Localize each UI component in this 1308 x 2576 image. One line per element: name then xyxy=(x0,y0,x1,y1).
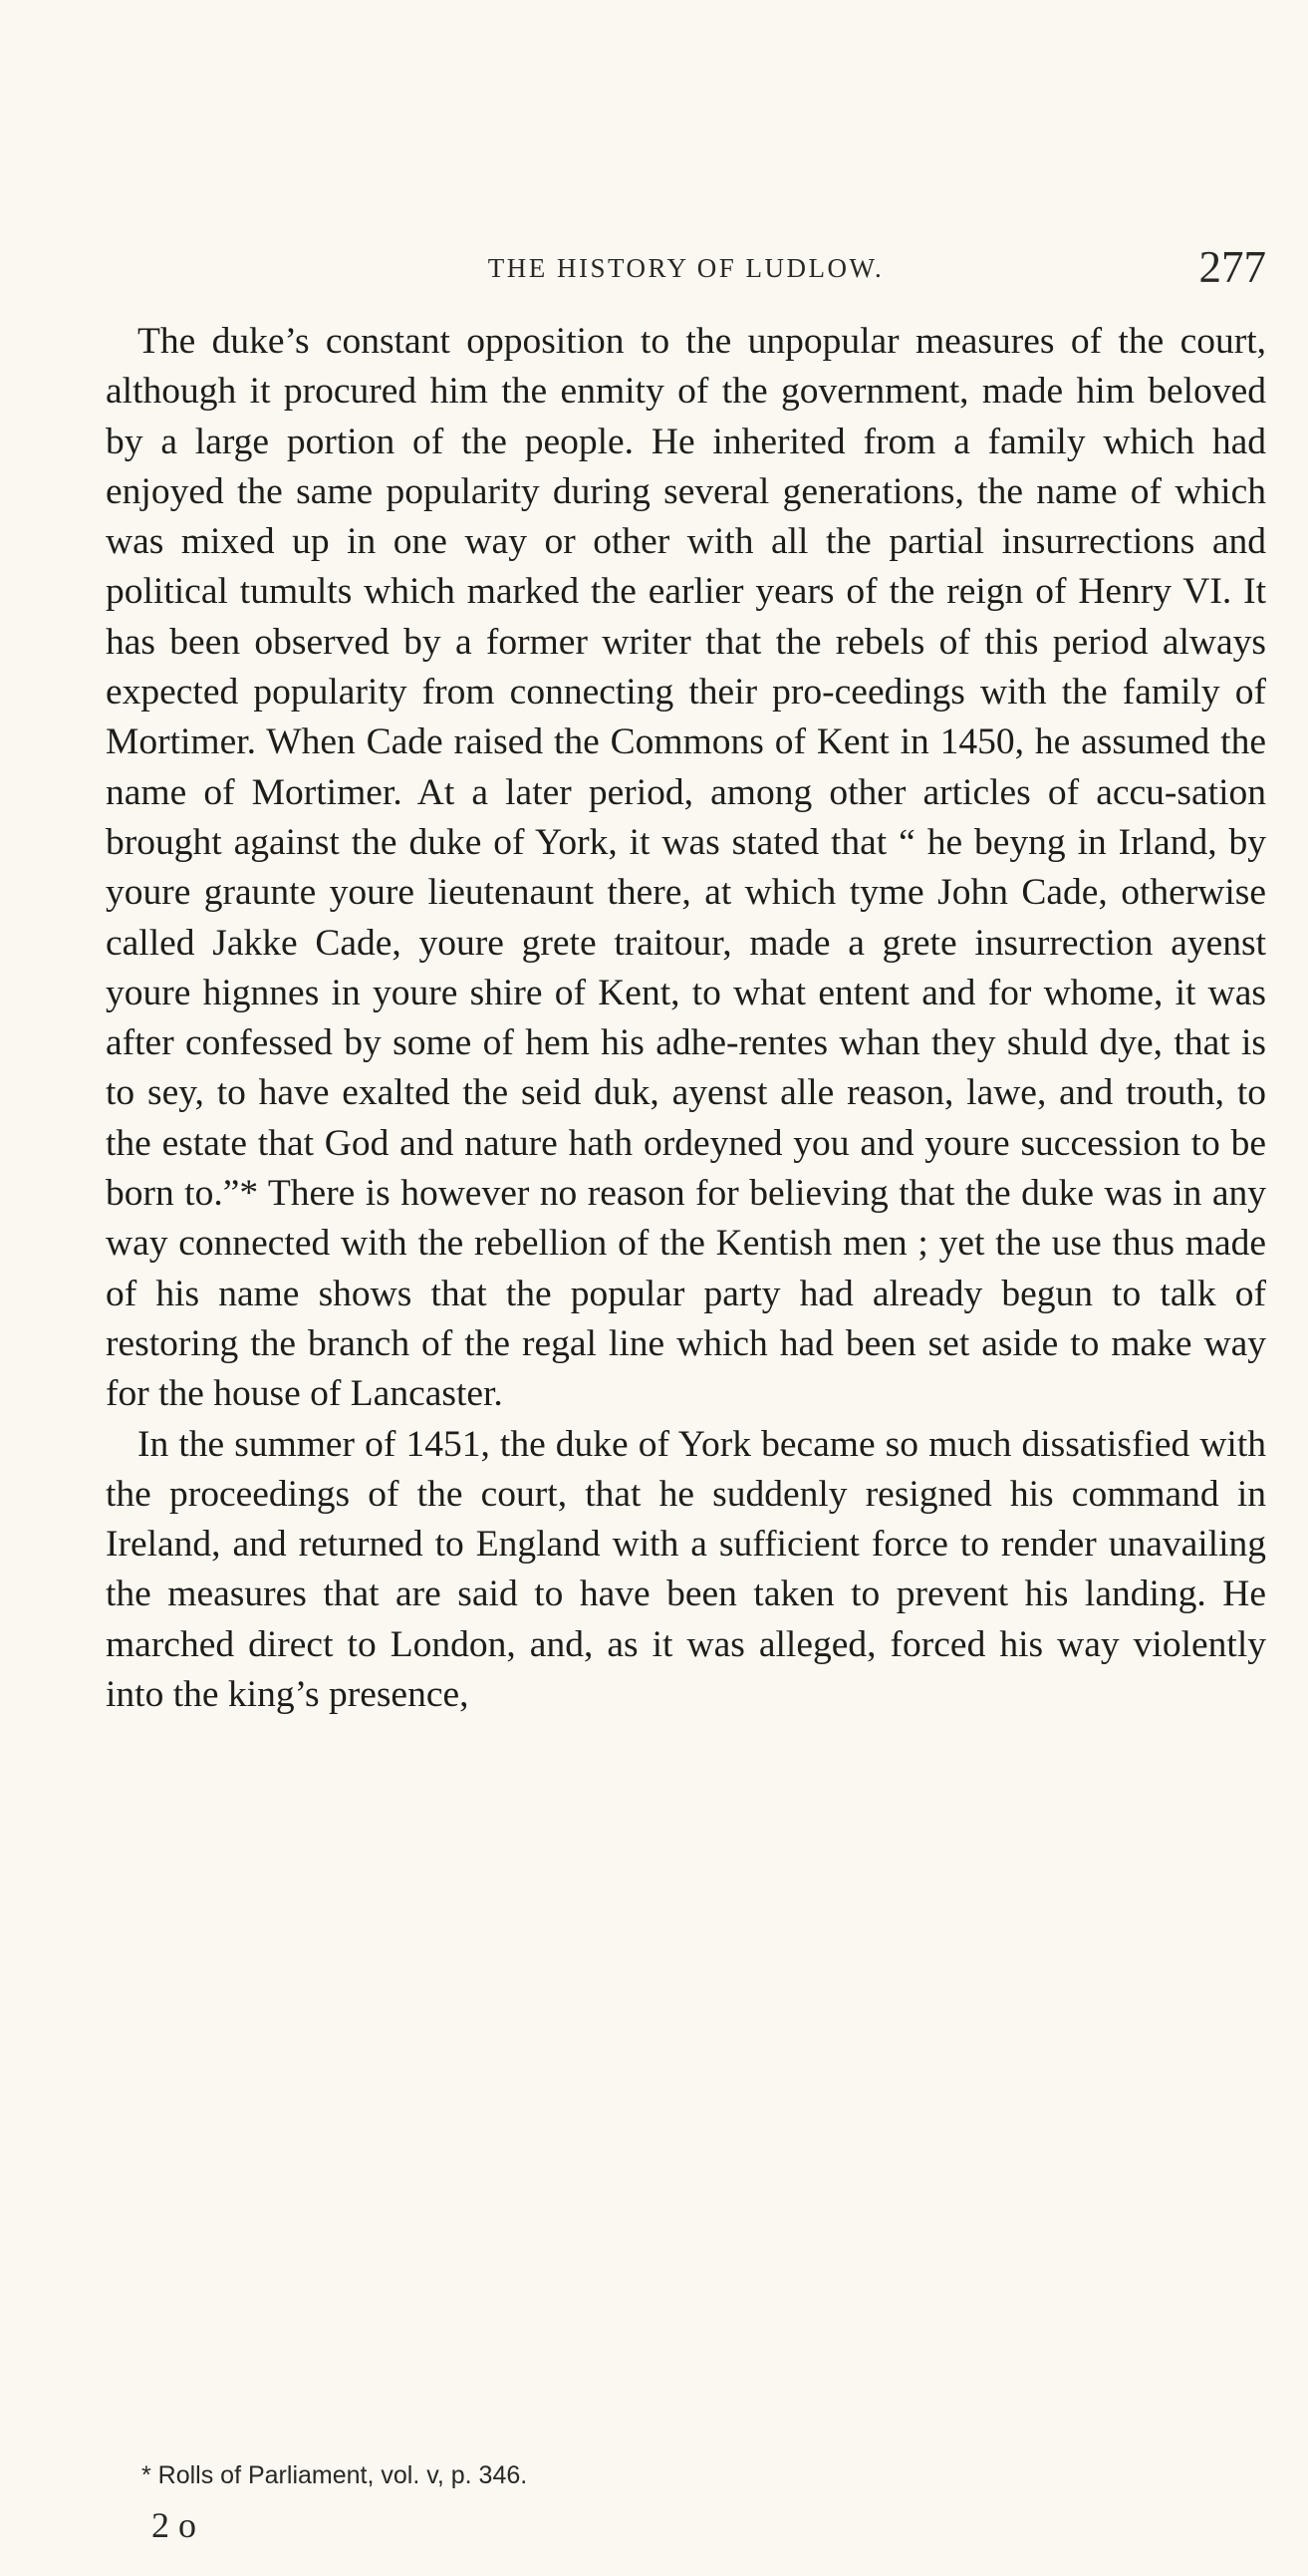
running-title: THE HISTORY OF LUDLOW. xyxy=(487,253,885,283)
page-number: 277 xyxy=(1198,242,1266,292)
running-head xyxy=(106,241,1266,291)
footnote: * Rolls of Parliament, vol. v, p. 346. xyxy=(141,2461,528,2489)
paragraph: The duke’s constant opposition to the unpopular measures of the court, although it procured him the enmity of the government, made him beloved by a large portion of the people. He inherited from a family which had enjoyed the same popularity during several generations, the name of which was mixed up in one way or other with all the partial insurrections and political tumults which marked the earlier years of the reign of Henry VI. It has been observed by a former writer that the rebels of this period always expected popularity from connecting their pro-ceedings with the family of Mortimer. When Cade raised the Commons of Kent in 1450, he assumed the name of Mortimer. At a later period, among other articles of accu-sation brought against the duke of York, it was stated that “ he beyng in Irland, by youre graunte youre lieutenaunt there, at which tyme John Cade, otherwise called Jakke Cade, youre grete traitour, made a grete insurrection ayenst youre hignnes in youre shire of Kent, to what entent and for whome, it was after confessed by some of hem his adhe-rentes whan they shuld dye, that is to sey, to have exalted the seid duk, ayenst alle reason, lawe, and trouth, to the estate that God and nature hath ordeyned you and youre succession to be born to.”* There is however no reason for believing that the duke was in any way connected with the rebellion of the Kentish men ; yet the use thus made of his name shows that the popular party had already begun to talk of restoring the branch of the regal line which had been set aside to make way for the house of Lancaster. xyxy=(106,321,1266,1415)
body-text xyxy=(106,317,1266,1720)
paragraph: In the summer of 1451, the duke of York became so much dissatisfied with the proceedings of the court, that he suddenly resigned his command in Ireland, and returned to England with a sufficient force to render unavailing the measures that are said to have been taken to prevent his landing. He marched direct to London, and, as it was alleged, forced his way violently into the king’s presence, xyxy=(106,1423,1266,1716)
signature-mark: 2 o xyxy=(151,2505,196,2545)
